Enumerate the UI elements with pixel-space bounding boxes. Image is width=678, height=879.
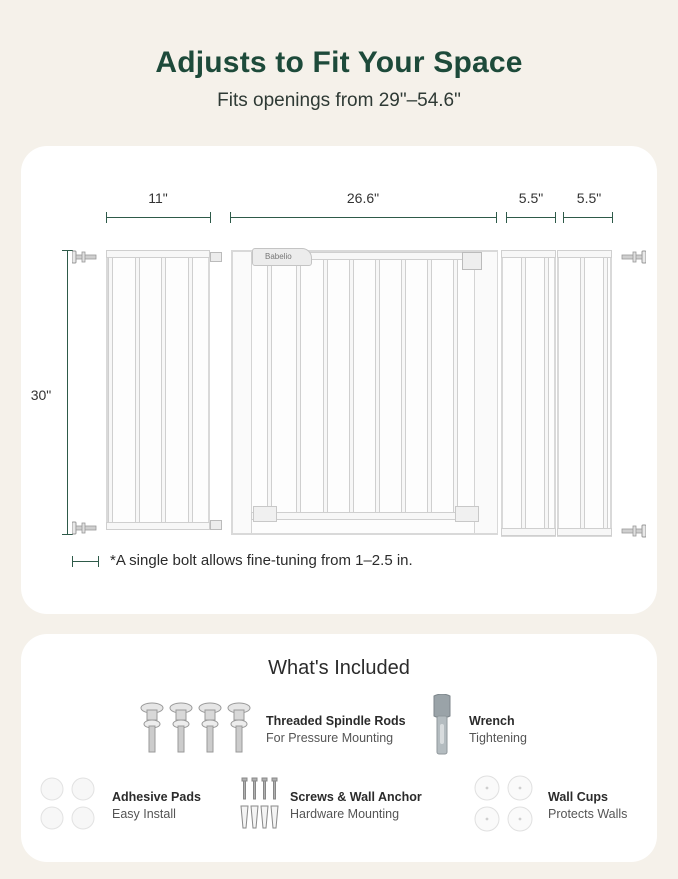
spindle-rods-icon	[138, 702, 254, 756]
bolt-icon-bottom-left	[72, 521, 98, 535]
adhesive-pads-icon	[38, 777, 98, 831]
item-desc-screws-anchor: Hardware Mounting	[290, 807, 400, 821]
page-title: Adjusts to Fit Your Space	[155, 46, 523, 79]
item-name-wall-cups: Wall Cups	[548, 790, 608, 804]
wall-cups-icon	[472, 774, 536, 834]
item-desc-adhesive-pads: Easy Install	[112, 807, 176, 821]
bolt-icon-top-left	[72, 250, 98, 264]
width-label-gate-26-6: 26.6"	[346, 190, 380, 206]
bolt-icon-bottom-right	[620, 524, 646, 538]
wrench-icon	[430, 694, 454, 756]
item-name-spindle-rods: Threaded Spindle Rods	[266, 714, 406, 728]
width-label-extension-5-5-a: 5.5"	[518, 190, 544, 206]
item-desc-spindle-rods: For Pressure Mounting	[266, 731, 394, 745]
brand-badge	[252, 248, 312, 266]
screws-icon	[238, 776, 282, 832]
item-desc-wrench: Tightening	[469, 731, 527, 745]
brand-badge-text: Babelio	[265, 252, 292, 261]
item-name-screws-anchor: Screws & Wall Anchor	[290, 790, 422, 804]
included-title: What's Included	[268, 657, 410, 679]
width-label-extension-11: 11"	[148, 190, 168, 206]
item-desc-wall-cups: Protects Walls	[548, 807, 628, 821]
width-label-extension-5-5-b: 5.5"	[576, 190, 602, 206]
item-name-adhesive-pads: Adhesive Pads	[112, 790, 201, 804]
item-name-wrench: Wrench	[469, 714, 515, 728]
page-subtitle: Fits openings from 29"–54.6"	[217, 90, 461, 111]
bolt-icon-top-right	[620, 250, 646, 264]
bolt-note: *A single bolt allows fine-tuning from 1–2.5 in.	[110, 552, 413, 569]
height-label-30: 30"	[30, 387, 52, 403]
